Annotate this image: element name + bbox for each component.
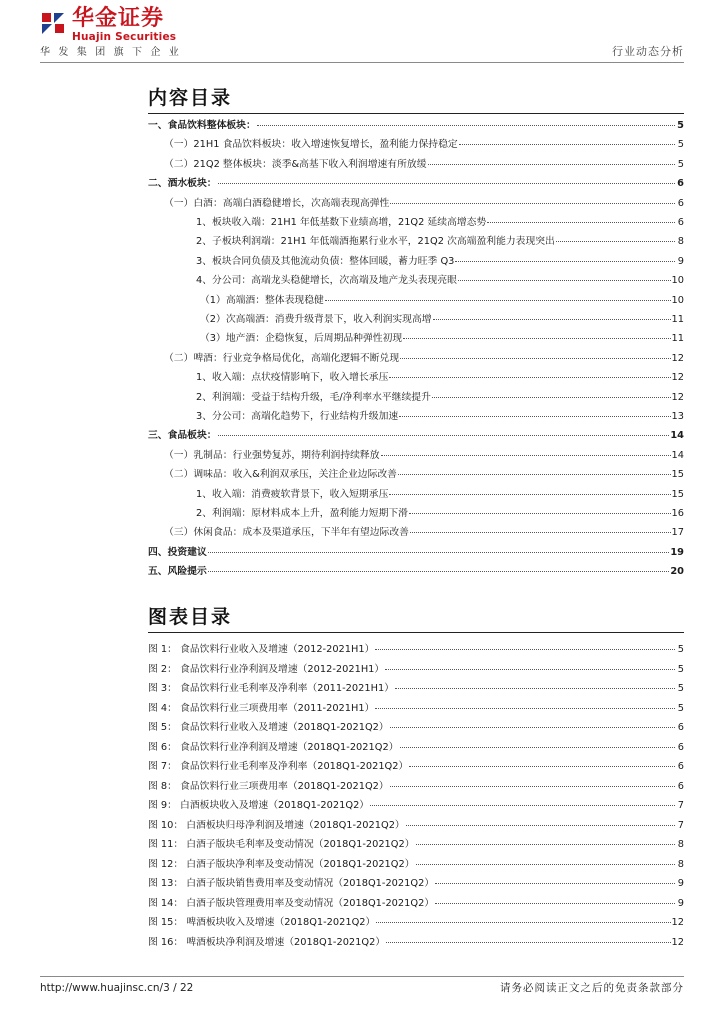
footer-disclaimer: 请务必阅读正文之后的免责条款部分: [500, 982, 684, 994]
logo-english-name: Huajin Securities: [72, 31, 177, 43]
toc-entry-label: 2、利润端：受益于结构升级，毛/净利率水平继续提升: [196, 391, 431, 403]
toc-dot-leader: [459, 144, 675, 145]
toc-dot-leader: [433, 319, 671, 320]
toc-page-number: 20: [670, 566, 684, 578]
toc-row[interactable]: [148, 234, 684, 250]
figure-page-number: 5: [677, 644, 684, 655]
figure-entry-label: 图 6： 食品饮料行业净利润及增速（2018Q1-2021Q2）: [148, 741, 399, 753]
toc-row[interactable]: [148, 118, 684, 134]
toc-page-number: 14: [671, 449, 684, 461]
toc-page-number: 14: [670, 430, 684, 442]
toc-entry-label: 2、子板块利润端：21H1 年低端酒拖累行业水平，21Q2 次高端盈利能力表现突出: [196, 236, 555, 248]
toc-dot-leader: [398, 474, 671, 475]
toc-dot-leader: [389, 377, 670, 378]
figure-dot-leader: [416, 864, 675, 865]
figure-entry-label: 图 1： 食品饮料行业收入及增速（2012-2021H1）: [148, 644, 375, 655]
figure-page-number: 6: [677, 761, 684, 772]
figure-row[interactable]: [148, 681, 684, 697]
figure-dot-leader: [406, 825, 675, 826]
toc-page-number: 13: [671, 411, 684, 422]
toc-entry-label: 3、板块合同负债及其他流动负债：整体回暖，蓄力旺季 Q3: [196, 255, 455, 267]
huajin-logo-icon: [40, 10, 66, 36]
figures-title: 图表目录: [148, 606, 233, 628]
toc-page-number: 9: [677, 255, 684, 267]
header-divider: [40, 62, 684, 63]
figure-row[interactable]: [148, 876, 684, 892]
toc-title-divider: [148, 113, 684, 114]
toc-entry-label: 1、收入端：点状疫情影响下，收入增长承压: [196, 372, 389, 384]
toc-page-number: 16: [671, 508, 684, 519]
toc-row[interactable]: [148, 137, 684, 153]
figure-entry-label: 图 13： 白酒子版块销售费用率及变动情况（2018Q1-2021Q2）: [148, 878, 435, 889]
toc-row[interactable]: [148, 525, 684, 541]
toc-page-number: 6: [677, 217, 684, 228]
footer-divider: [40, 976, 684, 977]
toc-entry-label: （1）高端酒：整体表现稳健: [200, 294, 324, 306]
toc-page-number: 6: [677, 178, 684, 190]
toc-dot-leader: [410, 532, 671, 533]
toc-page-number: 5: [677, 158, 684, 170]
toc-page-number: 10: [671, 275, 684, 287]
toc-row[interactable]: [148, 467, 684, 483]
figure-entry-label: 图 14： 白酒子版块管理费用率及变动情况（2018Q1-2021Q2）: [148, 897, 435, 909]
figure-dot-leader: [390, 727, 675, 728]
toc-entry-label: （三）休闲食品：成本及渠道承压，下半年有望边际改善: [164, 527, 409, 539]
toc-dot-leader: [403, 338, 670, 339]
figure-entry-label: 图 12： 白酒子版块净利率及变动情况（2018Q1-2021Q2）: [148, 858, 415, 870]
figure-dot-leader: [435, 903, 675, 904]
toc-page-number: 6: [677, 197, 684, 209]
logo-chinese-name: 华金证券: [72, 6, 165, 31]
toc-row[interactable]: [148, 157, 684, 173]
figure-row[interactable]: [148, 818, 684, 834]
toc-dot-leader: [218, 183, 675, 184]
figure-row[interactable]: [148, 662, 684, 678]
figure-dot-leader: [375, 649, 675, 650]
footer-url-page[interactable]: http://www.huajinsc.cn/3 / 22: [40, 982, 194, 994]
toc-entry-label: 二、酒水板块：: [148, 178, 217, 190]
figure-page-number: 9: [677, 878, 684, 889]
toc-entry-label: 4、分公司：高端龙头稳健增长，次高端及地产龙头表现亮眼: [196, 275, 457, 287]
toc-title: 内容目录: [148, 87, 233, 109]
toc-row[interactable]: [148, 409, 684, 425]
company-tagline: 华发集团旗下企业: [40, 47, 188, 58]
figure-row[interactable]: [148, 935, 684, 951]
figure-dot-leader: [390, 786, 675, 787]
toc-entry-label: 1、收入端：消费疲软背景下，收入短期承压: [196, 488, 389, 500]
toc-row[interactable]: [148, 506, 684, 522]
toc-row[interactable]: [148, 312, 684, 328]
toc-entry-label: （二）21Q2 整体板块：淡季&高基下收入利润增速有所放缓: [164, 158, 427, 170]
toc-entry-label: （二）啤酒：行业竞争格局优化，高端化逻辑不断兑现: [164, 352, 400, 364]
toc-entry-label: （一）乳制品：行业强势复苏，期待利润持续释放: [164, 449, 380, 461]
figure-page-number: 6: [677, 780, 684, 792]
figure-entry-label: 图 16： 啤酒板块净利润及增速（2018Q1-2021Q2）: [148, 936, 386, 948]
figure-page-number: 8: [677, 839, 684, 850]
toc-row[interactable]: [148, 273, 684, 289]
figure-row[interactable]: [148, 740, 684, 756]
toc-dot-leader: [208, 552, 670, 553]
figure-dot-leader: [435, 883, 675, 884]
toc-entry-label: 一、食品饮料整体板块：: [148, 120, 256, 131]
figure-dot-leader: [395, 688, 675, 689]
toc-dot-leader: [432, 397, 671, 398]
toc-row[interactable]: [148, 215, 684, 231]
toc-row[interactable]: [148, 428, 684, 444]
figure-entry-label: 图 7： 食品饮料行业毛利率及净利率（2018Q1-2021Q2）: [148, 761, 409, 772]
figure-row[interactable]: [148, 720, 684, 736]
toc-dot-leader: [400, 358, 670, 359]
toc-row[interactable]: [148, 176, 684, 192]
toc-entry-label: 四、投资建议: [148, 546, 207, 558]
toc-page-number: 17: [671, 527, 684, 539]
figure-page-number: 7: [677, 819, 684, 831]
toc-row[interactable]: [148, 331, 684, 347]
figure-page-number: 5: [677, 663, 684, 675]
toc-dot-leader: [257, 125, 675, 126]
toc-entry-label: 1、板块收入端：21H1 年低基数下业绩高增，21Q2 延续高增态势: [196, 217, 487, 228]
figure-row[interactable]: [148, 701, 684, 717]
toc-page-number: 10: [671, 294, 684, 306]
toc-entry-label: （一）白酒：高端白酒稳健增长，次高端表现高弹性: [164, 197, 390, 209]
toc-page-number: 12: [671, 372, 684, 384]
toc-dot-leader: [458, 280, 671, 281]
toc-row[interactable]: [148, 545, 684, 561]
figure-dot-leader: [375, 708, 675, 709]
toc-row[interactable]: [148, 293, 684, 309]
figure-row[interactable]: [148, 857, 684, 873]
figure-entry-label: 图 5： 食品饮料行业收入及增速（2018Q1-2021Q2）: [148, 722, 389, 733]
figure-page-number: 8: [677, 858, 684, 870]
toc-entry-label: （2）次高端酒：消费升级背景下，收入利润实现高增: [200, 314, 432, 325]
figure-page-number: 12: [671, 917, 684, 928]
toc-dot-leader: [325, 300, 671, 301]
toc-page-number: 11: [671, 314, 684, 325]
figure-dot-leader: [400, 747, 676, 748]
figure-dot-leader: [409, 766, 675, 767]
toc-dot-leader: [455, 261, 675, 262]
toc-dot-leader: [428, 164, 676, 165]
figure-row[interactable]: [148, 779, 684, 795]
report-type-label: 行业动态分析: [612, 45, 684, 58]
figure-page-number: 7: [677, 800, 684, 811]
figure-entry-label: 图 4： 食品饮料行业三项费用率（2011-2021H1）: [148, 702, 375, 714]
figure-page-number: 5: [677, 702, 684, 714]
toc-page-number: 5: [677, 120, 684, 131]
figure-entry-label: 图 10： 白酒板块归母净利润及增速（2018Q1-2021Q2）: [148, 819, 405, 831]
toc-row[interactable]: [148, 487, 684, 503]
toc-page-number: 19: [670, 546, 684, 558]
toc-entry-label: （3）地产酒：企稳恢复，后周期品种弹性初现: [200, 333, 403, 345]
toc-dot-leader: [208, 571, 670, 572]
figure-row[interactable]: [148, 837, 684, 853]
figure-row[interactable]: [148, 915, 684, 931]
toc-page-number: 8: [677, 236, 684, 248]
toc-page-number: 5: [677, 139, 684, 151]
toc-dot-leader: [218, 435, 670, 436]
toc-page-number: 12: [671, 352, 684, 364]
figure-row[interactable]: [148, 798, 684, 814]
toc-dot-leader: [390, 203, 675, 204]
toc-dot-leader: [556, 241, 675, 242]
toc-dot-leader: [381, 455, 671, 456]
toc-row[interactable]: [148, 254, 684, 270]
figure-row[interactable]: [148, 759, 684, 775]
figure-dot-leader: [376, 922, 670, 923]
toc-dot-leader: [487, 222, 675, 223]
figure-page-number: 6: [677, 741, 684, 753]
figure-entry-label: 图 2： 食品饮料行业净利润及增速（2012-2021H1）: [148, 663, 385, 675]
toc-entry-label: （二）调味品：收入&利润双承压，关注企业边际改善: [164, 469, 397, 481]
toc-dot-leader: [399, 416, 670, 417]
figure-row[interactable]: [148, 896, 684, 912]
toc-entry-label: 三、食品板块：: [148, 430, 217, 442]
toc-row[interactable]: [148, 351, 684, 367]
figure-entry-label: 图 11： 白酒子版块毛利率及变动情况（2018Q1-2021Q2）: [148, 839, 415, 850]
toc-row[interactable]: [148, 196, 684, 212]
figure-dot-leader: [385, 669, 675, 670]
figure-page-number: 5: [677, 683, 684, 694]
toc-page-number: 15: [671, 488, 684, 500]
toc-entry-label: 五、风险提示: [148, 566, 207, 578]
page-header: [0, 0, 724, 70]
toc-row[interactable]: [148, 390, 684, 406]
toc-row[interactable]: [148, 448, 684, 464]
toc-page-number: 12: [671, 391, 684, 403]
figure-entry-label: 图 8： 食品饮料行业三项费用率（2018Q1-2021Q2）: [148, 780, 389, 792]
figure-page-number: 6: [677, 722, 684, 733]
toc-entry-label: （一）21H1 食品饮料板块：收入增速恢复增长，盈利能力保持稳定: [164, 139, 458, 151]
figure-dot-leader: [416, 844, 675, 845]
toc-entry-label: 2、利润端：原材料成本上升，盈利能力短期下滑: [196, 508, 408, 519]
toc-dot-leader: [409, 513, 671, 514]
toc-entry-label: 3、分公司：高端化趋势下，行业结构升级加速: [196, 411, 399, 422]
toc-page-number: 15: [671, 469, 684, 481]
figure-entry-label: 图 9： 白酒板块收入及增速（2018Q1-2021Q2）: [148, 800, 370, 811]
figure-dot-leader: [386, 942, 670, 943]
figure-entry-label: 图 3： 食品饮料行业毛利率及净利率（2011-2021H1）: [148, 683, 395, 694]
toc-row[interactable]: [148, 564, 684, 580]
figure-row[interactable]: [148, 642, 684, 658]
figure-page-number: 9: [677, 897, 684, 909]
figure-page-number: 12: [671, 936, 684, 948]
figures-title-divider: [148, 632, 684, 633]
toc-row[interactable]: [148, 370, 684, 386]
figure-dot-leader: [370, 805, 675, 806]
figure-entry-label: 图 15： 啤酒板块收入及增速（2018Q1-2021Q2）: [148, 917, 376, 928]
toc-page-number: 11: [671, 333, 684, 345]
toc-dot-leader: [389, 494, 670, 495]
